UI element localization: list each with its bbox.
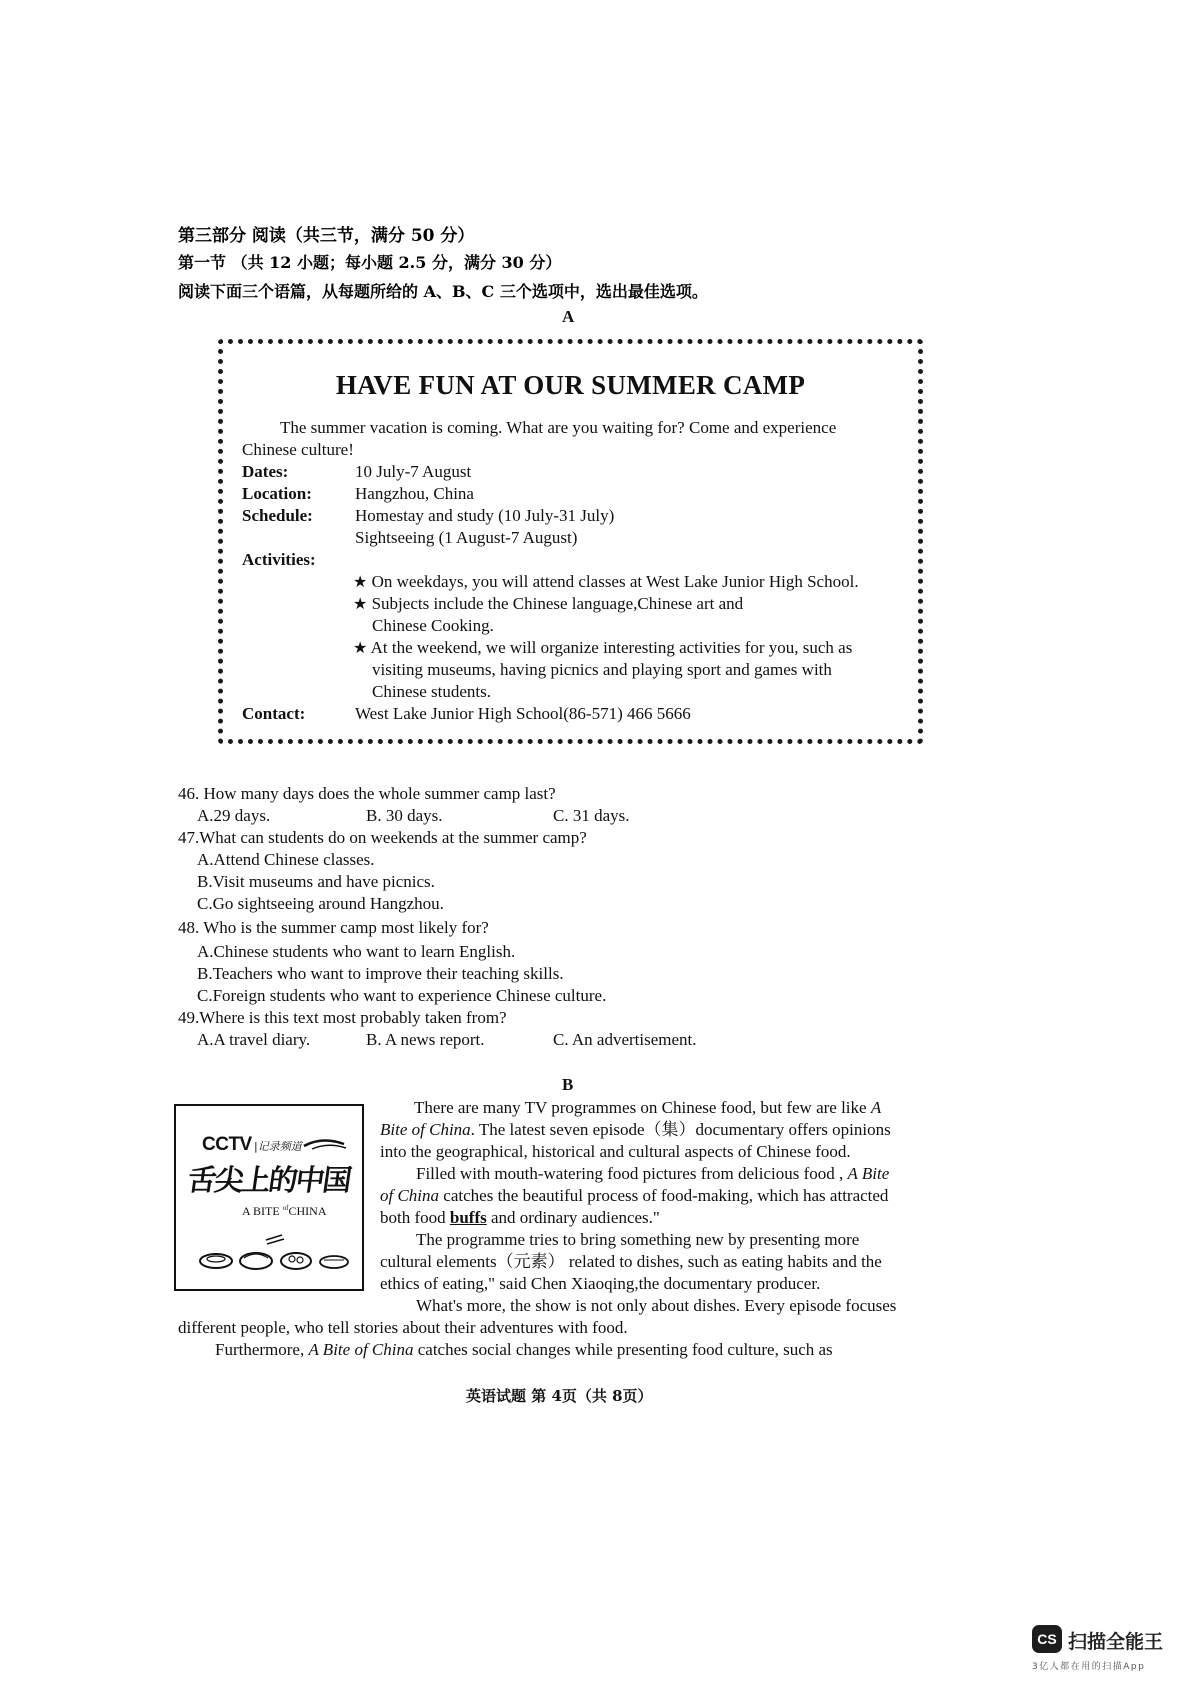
camp-intro-line1: The summer vacation is coming. What are you waiting for? Come and experience [280, 418, 837, 437]
camscanner-tagline: 3亿人都在用的扫描App [1032, 1662, 1146, 1672]
camscanner-app-name: 扫描全能王 [1068, 1631, 1164, 1653]
dates-value: 10 July-7 August [355, 462, 472, 481]
question-48: 48. Who is the summer camp most likely for? [178, 918, 489, 937]
q46-option-b: B. 30 days. [366, 806, 443, 825]
activity-3-cont2: Chinese students. [372, 682, 491, 701]
q46-option-a: A.29 days. [197, 806, 271, 825]
part-title: 第三部分 阅读（共三节，满分 50 分） [178, 226, 475, 246]
summer-camp-ad-box [218, 339, 923, 744]
cctv-logo: CCTV [202, 1134, 252, 1155]
passage-b-p1-line2: Bite of China. The latest seven episode（集）documentary offers opinions [380, 1120, 891, 1139]
star-icon: ★ [353, 574, 368, 591]
dishes-illustration-icon [194, 1234, 354, 1280]
question-49: 49.Where is this text most probably taken from? [178, 1008, 507, 1027]
contact-value: West Lake Junior High School(86-571) 466 5666 [355, 704, 691, 723]
passage-b-p4-line2: different people, who tell stories about their adventures with food. [178, 1318, 628, 1337]
instruction: 阅读下面三个语篇，从每题所给的 A、B、C 三个选项中，选出最佳选项。 [178, 282, 708, 301]
camscanner-logo-icon: CS [1032, 1625, 1062, 1653]
passage-b-p3-line3: ethics of eating," said Chen Xiaoqing,the documentary producer. [380, 1274, 821, 1293]
q49-option-c: C. An advertisement. [553, 1030, 697, 1049]
vocab-word-buffs: buffs [449, 1208, 487, 1227]
section-title: 第一节 （共 12 小题；每小题 2.5 分，满分 30 分） [178, 253, 562, 272]
q48-option-b: B.Teachers who want to improve their teaching skills. [197, 964, 564, 983]
page-footer: 英语试题 第 4页（共 8页） [466, 1387, 653, 1405]
q48-option-a: A.Chinese students who want to learn English. [197, 942, 516, 961]
activity-3: ★ At the weekend, we will organize interesting activities for you, such as [353, 638, 853, 657]
q48-option-c: C.Foreign students who want to experience Chinese culture. [197, 986, 607, 1005]
star-icon: ★ [353, 640, 368, 657]
passage-b-p2-line3: both food buffs and ordinary audiences." [380, 1208, 660, 1227]
q47-option-a: A.Attend Chinese classes. [197, 850, 375, 869]
activity-1: ★ On weekdays, you will attend classes at West Lake Junior High School. [353, 572, 859, 591]
passage-b-p1-line3: into the geographical, historical and cultural aspects of Chinese food. [380, 1142, 851, 1161]
passage-b-p4-line1: What's more, the show is not only about dishes. Every episode focuses [416, 1296, 897, 1315]
passage-b-p5-line1: Furthermore, A Bite of China catches social changes while presenting food culture, such as [215, 1340, 833, 1359]
question-47: 47.What can students do on weekends at the summer camp? [178, 828, 587, 847]
activities-label: Activities: [242, 550, 316, 569]
q49-option-b: B. A news report. [366, 1030, 485, 1049]
passage-b-letter: B [562, 1075, 574, 1094]
star-icon: ★ [353, 596, 368, 613]
schedule-value-2: Sightseeing (1 August-7 August) [355, 528, 578, 547]
q47-option-b: B.Visit museums and have picnics. [197, 872, 435, 891]
channel-label: |记录频道 [254, 1140, 302, 1153]
passage-b-p3-line2: cultural elements（元素） related to dishes, such as eating habits and the [380, 1252, 882, 1271]
schedule-label: Schedule: [242, 506, 313, 525]
location-value: Hangzhou, China [355, 484, 474, 503]
bite-of-china-logo [174, 1104, 364, 1291]
logo-english-title: A BITE $^{of}$CHINA [242, 1204, 327, 1218]
q46-option-c: C. 31 days. [553, 806, 630, 825]
camp-intro-line2: Chinese culture! [242, 440, 354, 459]
logo-chinese-title: 舌尖上的中国 [185, 1163, 353, 1197]
q49-option-a: A.A travel diary. [197, 1030, 311, 1049]
question-46: 46. How many days does the whole summer camp last? [178, 784, 556, 803]
contact-label: Contact: [242, 704, 306, 723]
activity-3-cont1: visiting museums, having picnics and playing sport and games with [372, 660, 832, 679]
passage-a-letter: A [562, 307, 575, 326]
activity-2: ★ Subjects include the Chinese language,Chinese art and [353, 594, 744, 613]
q47-option-c: C.Go sightseeing around Hangzhou. [197, 894, 444, 913]
passage-b-p3-line1: The programme tries to bring something new by presenting more [416, 1230, 860, 1249]
dates-label: Dates: [242, 462, 289, 481]
location-label: Location: [242, 484, 312, 503]
camp-title: HAVE FUN AT OUR SUMMER CAMP [335, 370, 806, 400]
activity-2-cont: Chinese Cooking. [372, 616, 494, 635]
swoosh-icon [302, 1136, 348, 1152]
passage-b-p2-line2: of China catches the beautiful process of food-making, which has attracted [380, 1186, 889, 1205]
passage-b-p1-line1: There are many TV programmes on Chinese food, but few are like A [414, 1098, 882, 1117]
passage-b-p2-line1: Filled with mouth-watering food pictures from delicious food , A Bite [416, 1164, 890, 1183]
schedule-value-1: Homestay and study (10 July-31 July) [355, 506, 615, 525]
